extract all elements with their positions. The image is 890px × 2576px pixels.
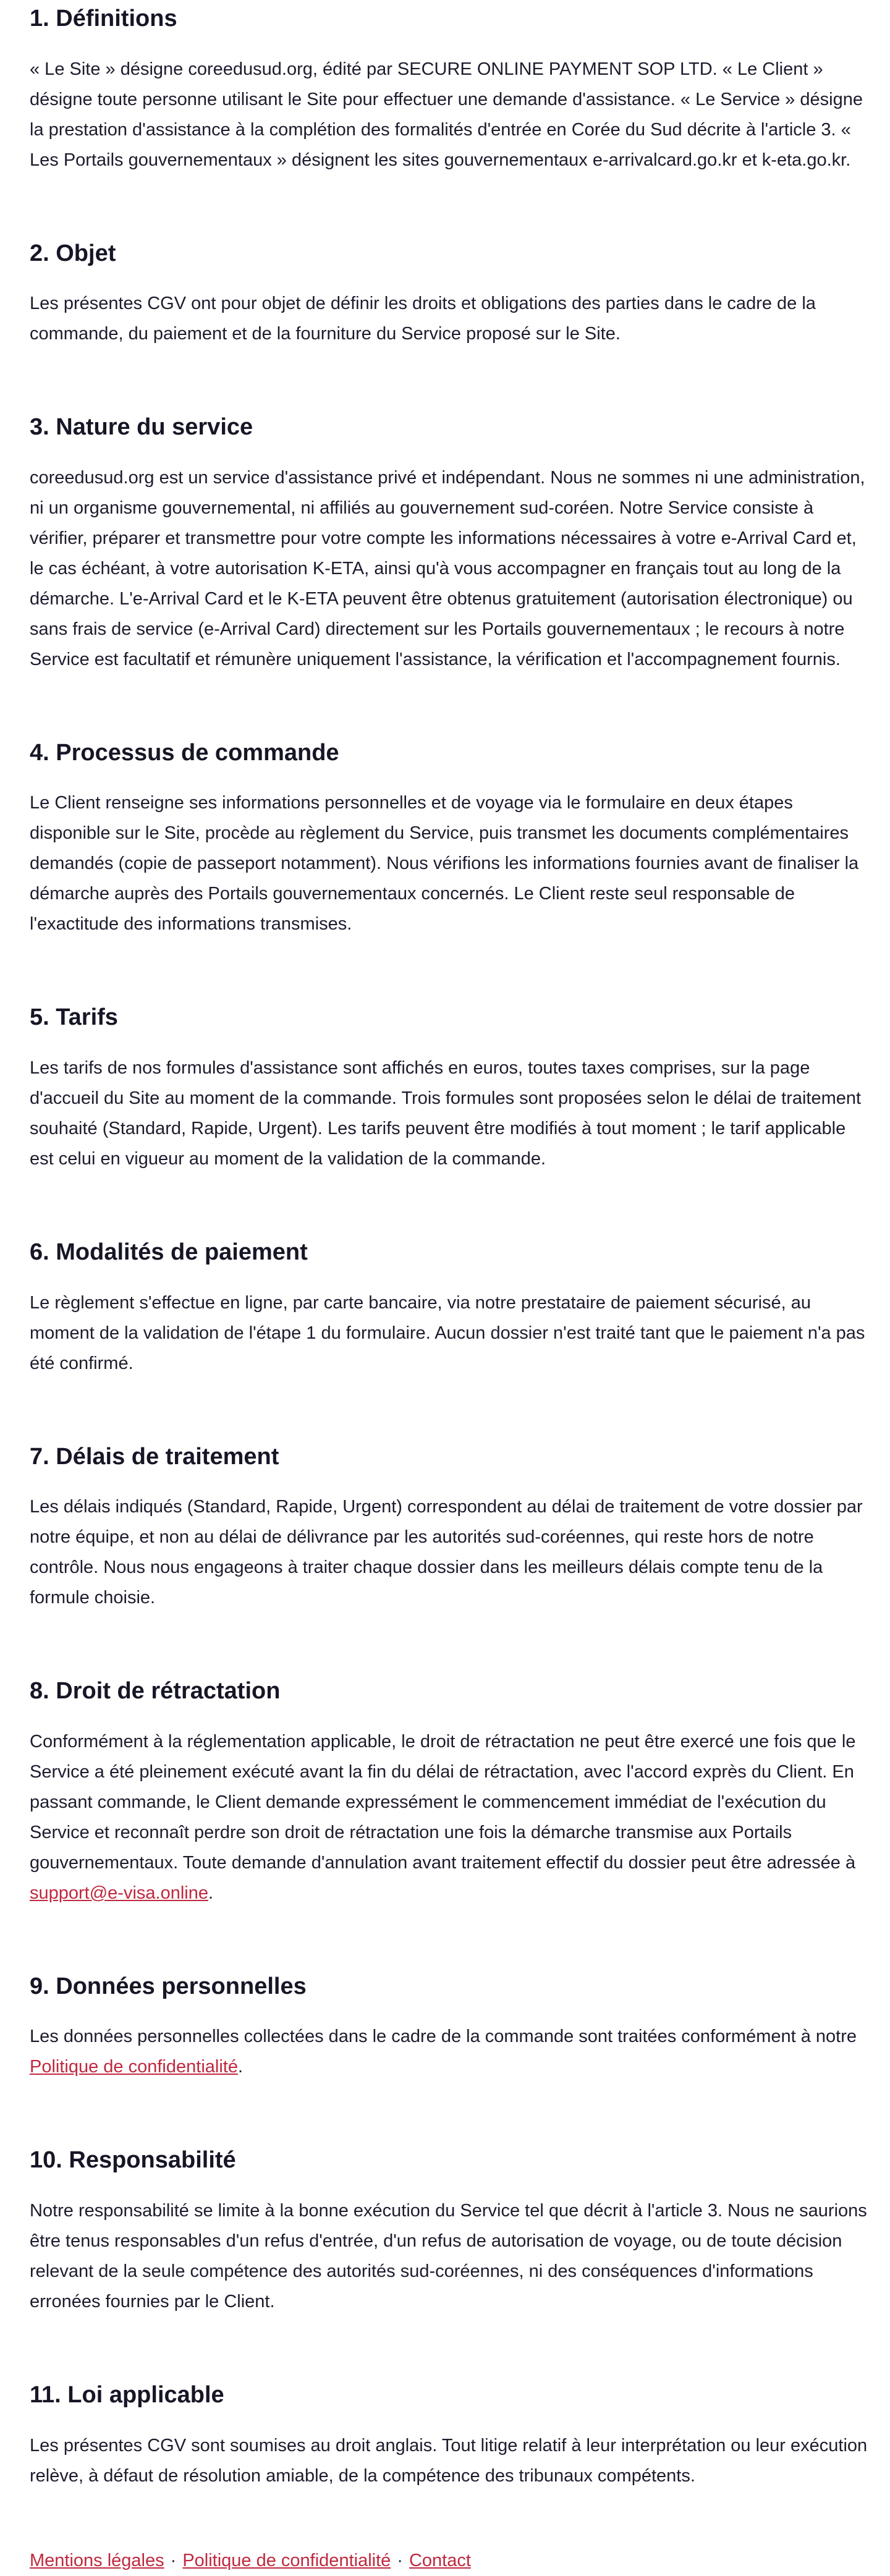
section-text: [30, 2022, 870, 2082]
section-text: [30, 1727, 870, 1909]
section-text: Le Client renseigne ses informations personnelles et de voyage via le formulaire en deux étapes disponible sur le Site, procède au règlement du Service, puis transmet les documents complémentaires demandés (copie de passeport notamment). Nous vérifions les informations fournies avant de finaliser la démarche auprès des Portails gouvernementaux concernés. Le Client reste seul responsable de l'exactitude des informations transmises.: [30, 793, 859, 934]
section-text: Les présentes CGV ont pour objet de définir les droits et obligations des parties dans le cadre de la commande, du paiement et de la fourniture du Service proposé sur le Site.: [30, 294, 816, 344]
section-definitions: [30, 5, 870, 176]
section-text: Les présentes CGV sont soumises au droit anglais. Tout litige relatif à leur interprétation ou leur exécution relève, à défaut de résolution amiable, de la compétence des tribunaux compétents.: [30, 2435, 868, 2486]
footer-separator: ·: [170, 2550, 177, 2570]
section-text-end: .: [208, 1883, 214, 1903]
section-text: coreedusud.org est un service d'assistance privé et indépendant. Nous ne sommes ni une administration, ni un organisme gouvernemental, ni affiliés au gouvernement sud-coréen. Notre Service consiste à vérifier, préparer et transmettre pour votre compte les informations nécessaires à votre e-Arrival Card et, le cas échéant, à votre autorisation K-ETA, ainsi qu'à vous accompagner en français tout au long de la démarche. L'e-Arrival Card et le K-ETA peuvent être obtenus gratuitement (autorisation électronique) ou sans frais de service (e-Arrival Card) directement sur les Portails gouvernementaux ; le recours à notre Service est facultatif et rémunère uniquement l'assistance, la vérification et l'accompagnement fournis.: [30, 467, 865, 669]
section-text-body: Les données personnelles collectées dans le cadre de la commande sont traitées conformément à notre: [30, 2027, 857, 2047]
section-title: 2. Objet: [30, 240, 116, 266]
section-nature-service: [30, 413, 870, 675]
section-paiement: [30, 1239, 870, 1379]
footer-link-mentions-legales[interactable]: Mentions légales: [30, 2550, 164, 2570]
section-responsabilite: [30, 2146, 870, 2317]
cgv-page: [0, 5, 890, 2576]
support-email-link[interactable]: support@e-visa.online: [30, 1883, 208, 1903]
section-title: 3. Nature du service: [30, 414, 253, 441]
section-title: 8. Droit de rétractation: [30, 1678, 281, 1705]
footer-link-politique-confidentialite[interactable]: Politique de confidentialité: [182, 2550, 391, 2570]
section-text: Les tarifs de nos formules d'assistance sont affichés en euros, toutes taxes comprises, sur la page d'accueil du Site au moment de la commande. Trois formules sont proposées selon le délai de traitement souhaité (Standard, Rapide, Urgent). Les tarifs peuvent être modifiés à tout moment ; le tarif applicable est celui en vigueur au moment de la validation de la commande.: [30, 1057, 862, 1169]
section-processus-commande: [30, 739, 870, 940]
footer-links: [30, 2546, 870, 2576]
section-title: 9. Données personnelles: [30, 1973, 307, 1999]
section-retractation: [30, 1677, 870, 1909]
section-donnees-personnelles: [30, 1973, 870, 2083]
privacy-policy-link[interactable]: Politique de confidentialité: [30, 2057, 238, 2077]
section-text-body: Conformément à la réglementation applicable, le droit de rétractation ne peut être exercé une fois que le Service a été pleinement exécuté avant la fin du délai de rétractation, avec l'accord exprès du Client. En passant commande, le Client demande expressément le commencement immédiat de l'exécution du Service et reconnaît perdre son droit de rétractation une fois la démarche transmise aux Portails gouvernementaux. Toute demande d'annulation avant traitement effectif du dossier peut être adressée à: [30, 1731, 856, 1873]
section-text: Le règlement s'effectue en ligne, par carte bancaire, via notre prestataire de paiement sécurisé, au moment de la validation de l'étape 1 du formulaire. Aucun dossier n'est traité tant que le paiement n'a pas été confirmé.: [30, 1292, 865, 1373]
section-text-end: .: [237, 2057, 244, 2077]
section-text: Les délais indiqués (Standard, Rapide, Urgent) correspondent au délai de traitement de votre dossier par notre équipe, et non au délai de délivrance par les autorités sud-coréennes, qui reste hors de notre contrôle. Nous nous engageons à traiter chaque dossier dans les meilleurs délais compte tenu de la formule choisie.: [30, 1497, 863, 1608]
section-objet: [30, 240, 870, 350]
section-title: 5. Tarifs: [30, 1004, 118, 1031]
section-title: 6. Modalités de paiement: [30, 1239, 308, 1265]
section-title: 10. Responsabilité: [30, 2147, 236, 2174]
section-title: 4. Processus de commande: [30, 739, 339, 766]
section-text: « Le Site » désigne coreedusud.org, édité par SECURE ONLINE PAYMENT SOP LTD. « Le Client » désigne toute personne utilisant le Site pour effectuer une demande d'assistance. « Le Service » désigne la prestation d'assistance à la complétion des formalités d'entrée en Corée du Sud décrite à l'article 3. « Les Portails gouvernementaux » désignent les sites gouvernementaux e-arrivalcard.go.kr et k-eta.go.kr.: [30, 59, 863, 170]
footer-separator: ·: [397, 2550, 403, 2570]
section-title: 11. Loi applicable: [30, 2381, 224, 2408]
section-title: 1. Définitions: [30, 6, 177, 32]
section-delais: [30, 1443, 870, 1614]
footer-link-contact[interactable]: Contact: [409, 2550, 471, 2570]
section-text: Notre responsabilité se limite à la bonne exécution du Service tel que décrit à l'article 3. Nous ne saurions être tenus responsables d'un refus d'entrée, d'un refus de autorisation de voyage, ou de toute décision relevant de la seule compétence des autorités sud-coréennes, ni des conséquences d'informations erronées fournies par le Client.: [30, 2200, 867, 2311]
section-tarifs: [30, 1004, 870, 1174]
section-title: 7. Délais de traitement: [30, 1443, 279, 1470]
section-loi-applicable: [30, 2381, 870, 2491]
